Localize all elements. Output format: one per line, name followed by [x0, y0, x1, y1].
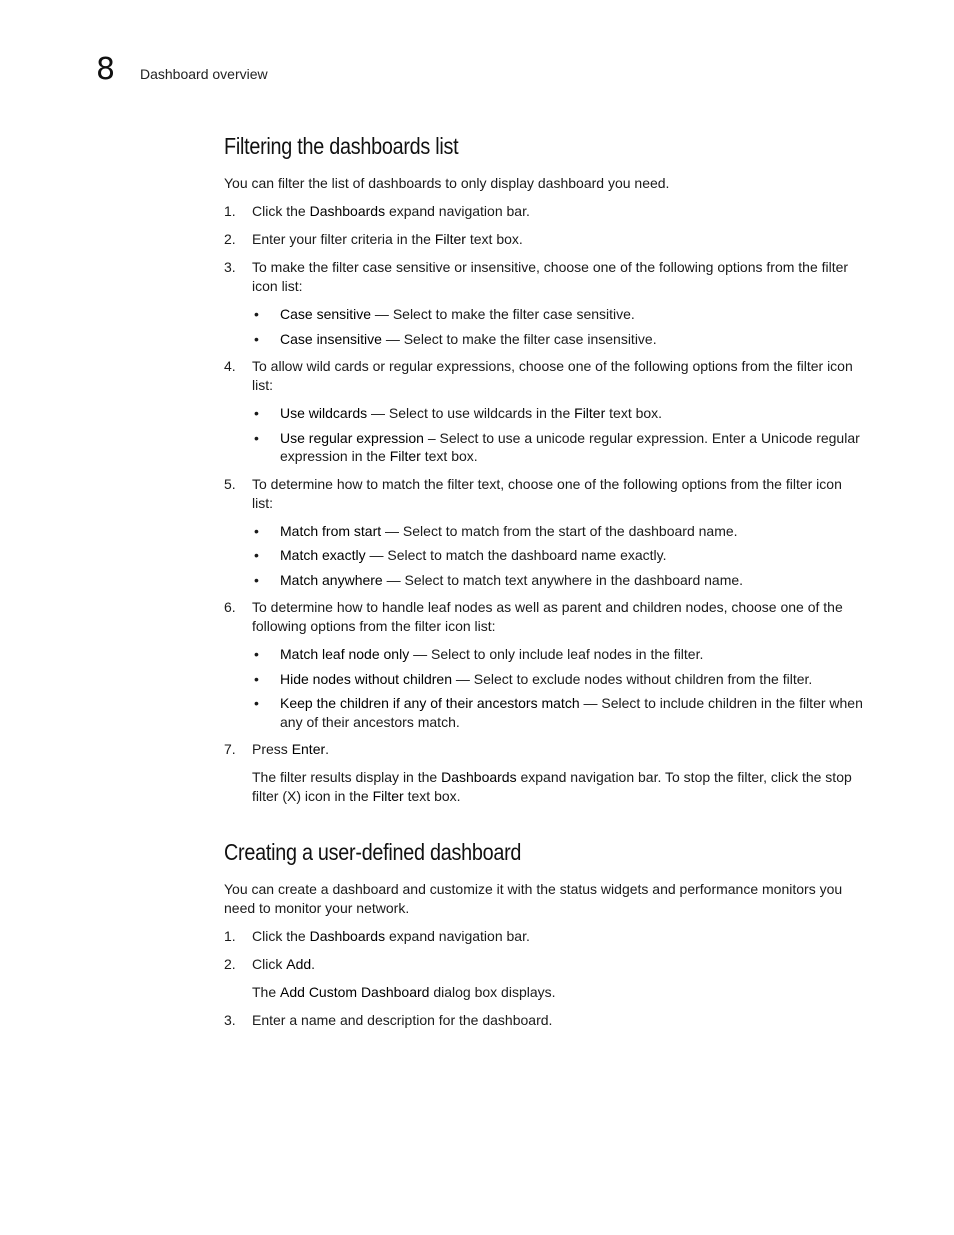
step-number: 1.	[224, 928, 236, 944]
option-list	[252, 305, 864, 348]
note-text: The	[252, 984, 281, 1000]
ui-term: Hide nodes without children	[280, 670, 452, 687]
bullet-icon: •	[254, 571, 259, 588]
page-content	[224, 128, 864, 1030]
option-text: — Select to match text anywhere in the dashboard name.	[382, 571, 744, 588]
option-text: — Select to only include leaf nodes in the filter.	[409, 646, 704, 662]
step-item	[224, 740, 864, 806]
ui-term: Use wildcards	[280, 405, 368, 421]
ui-term: Dashboards	[309, 928, 386, 944]
bullet-icon: •	[254, 695, 259, 711]
option-item	[252, 645, 864, 664]
step-item	[224, 1011, 864, 1030]
option-item	[252, 429, 864, 466]
note-text: expand navigation bar. To stop the filter, click the stop filter (X) icon in the	[252, 769, 852, 804]
ui-term: Match from start	[280, 522, 382, 539]
option-text: — Select to use wildcards in the	[367, 405, 575, 421]
step-number: 4.	[224, 358, 236, 374]
step-text: expand navigation bar.	[385, 203, 530, 219]
section-heading-creating: Creating a user-defined dashboard	[224, 839, 522, 865]
option-text: — Select to include children in the filter when any of their ancestors match.	[280, 695, 863, 730]
option-list	[252, 404, 864, 466]
step-number: 6.	[224, 599, 236, 615]
step-text: .	[325, 741, 330, 757]
step-number: 7.	[224, 741, 236, 757]
step-text: Click the	[252, 203, 310, 219]
step-item	[224, 357, 864, 466]
step-result-note	[252, 983, 864, 1002]
steps-list	[224, 202, 864, 806]
ui-term: Filter	[434, 231, 466, 247]
option-text: text box.	[420, 448, 478, 464]
chapter-number: 8	[96, 52, 116, 87]
step-text: Click the	[252, 928, 310, 944]
ui-term: Keep the children if any of their ancestors match	[280, 695, 580, 711]
step-text: .	[311, 956, 316, 972]
section-heading-filtering: Filtering the dashboards list	[224, 133, 459, 159]
step-item	[224, 258, 864, 348]
step-item	[224, 202, 864, 221]
ui-term: Filter	[574, 405, 606, 421]
option-item	[252, 571, 864, 590]
step-text: text box.	[465, 231, 523, 247]
step-item	[224, 598, 864, 731]
option-item	[252, 670, 864, 689]
bullet-icon: •	[254, 330, 259, 347]
running-header-title: Dashboard overview	[140, 66, 268, 82]
option-text: — Select to make the filter case sensitive.	[371, 306, 635, 322]
bullet-icon: •	[254, 670, 259, 687]
note-text: dialog box displays.	[429, 984, 556, 1000]
ui-term: Dashboards	[441, 769, 517, 785]
option-list	[252, 522, 864, 590]
ui-term: Case sensitive	[280, 306, 372, 322]
option-item	[252, 694, 864, 731]
step-text: To determine how to handle leaf nodes as well as parent and children nodes, choose one of the following options from the filter icon list:	[252, 599, 843, 634]
step-number: 3.	[224, 259, 236, 275]
step-item	[224, 475, 864, 590]
step-text: Press	[252, 741, 292, 757]
bullet-icon: •	[254, 429, 259, 446]
ui-term: Add Custom Dashboard	[280, 984, 430, 1000]
bullet-icon: •	[254, 646, 259, 662]
ui-term: Dashboards	[309, 203, 386, 219]
step-number: 1.	[224, 203, 236, 219]
step-number: 5.	[224, 475, 236, 492]
step-item	[224, 230, 864, 249]
ui-term: Filter	[372, 788, 404, 804]
option-item	[252, 330, 864, 349]
option-item	[252, 404, 864, 423]
option-text: — Select to make the filter case insensitive.	[381, 330, 657, 347]
option-text: — Select to match the dashboard name exactly.	[365, 547, 667, 563]
bullet-icon: •	[254, 522, 259, 539]
bullet-icon: •	[254, 306, 259, 322]
ui-term: Enter	[291, 741, 326, 757]
step-number: 3.	[224, 1012, 236, 1028]
section-intro: You can create a dashboard and customize it with the status widgets and performance monitors you need to monitor your network.	[224, 881, 843, 916]
option-item	[252, 305, 864, 324]
steps-list	[224, 927, 864, 1030]
step-number: 2.	[224, 956, 236, 972]
step-text: Enter a name and description for the dashboard.	[252, 1012, 553, 1028]
step-item	[224, 955, 864, 1002]
ui-term: Match anywhere	[280, 571, 383, 588]
step-text: expand navigation bar.	[385, 928, 530, 944]
bullet-icon: •	[254, 405, 259, 421]
section-creating-dashboard	[224, 834, 864, 1030]
option-text: text box.	[605, 405, 663, 421]
step-item	[224, 927, 864, 946]
ui-term: Case insensitive	[280, 330, 382, 347]
step-text: To allow wild cards or regular expressions, choose one of the following options from the filter icon list:	[252, 358, 853, 393]
ui-term: Match exactly	[280, 547, 366, 563]
ui-term: Filter	[389, 448, 421, 464]
option-text: — Select to match from the start of the dashboard name.	[381, 522, 738, 539]
step-result-note	[252, 768, 864, 806]
section-intro: You can filter the list of dashboards to only display dashboard you need.	[224, 175, 670, 191]
option-list	[252, 645, 864, 731]
step-text: To determine how to match the filter text, choose one of the following options from the filter icon list:	[252, 475, 842, 511]
step-text: To make the filter case sensitive or insensitive, choose one of the following options from the filter icon list:	[252, 259, 849, 294]
step-text: Click	[252, 956, 287, 972]
ui-term: Add	[286, 956, 312, 972]
note-text: text box.	[403, 788, 461, 804]
option-item	[252, 522, 864, 541]
option-item	[252, 546, 864, 565]
note-text: The filter results display in the	[252, 769, 442, 785]
step-number: 2.	[224, 231, 236, 247]
option-text: – Select to use a unicode regular expression. Enter a Unicode regular expression in the	[280, 429, 860, 464]
ui-term: Match leaf node only	[280, 646, 410, 662]
bullet-icon: •	[254, 547, 259, 563]
option-text: — Select to exclude nodes without children from the filter.	[452, 670, 813, 687]
ui-term: Use regular expression	[280, 429, 424, 446]
step-text: Enter your filter criteria in the	[252, 231, 435, 247]
